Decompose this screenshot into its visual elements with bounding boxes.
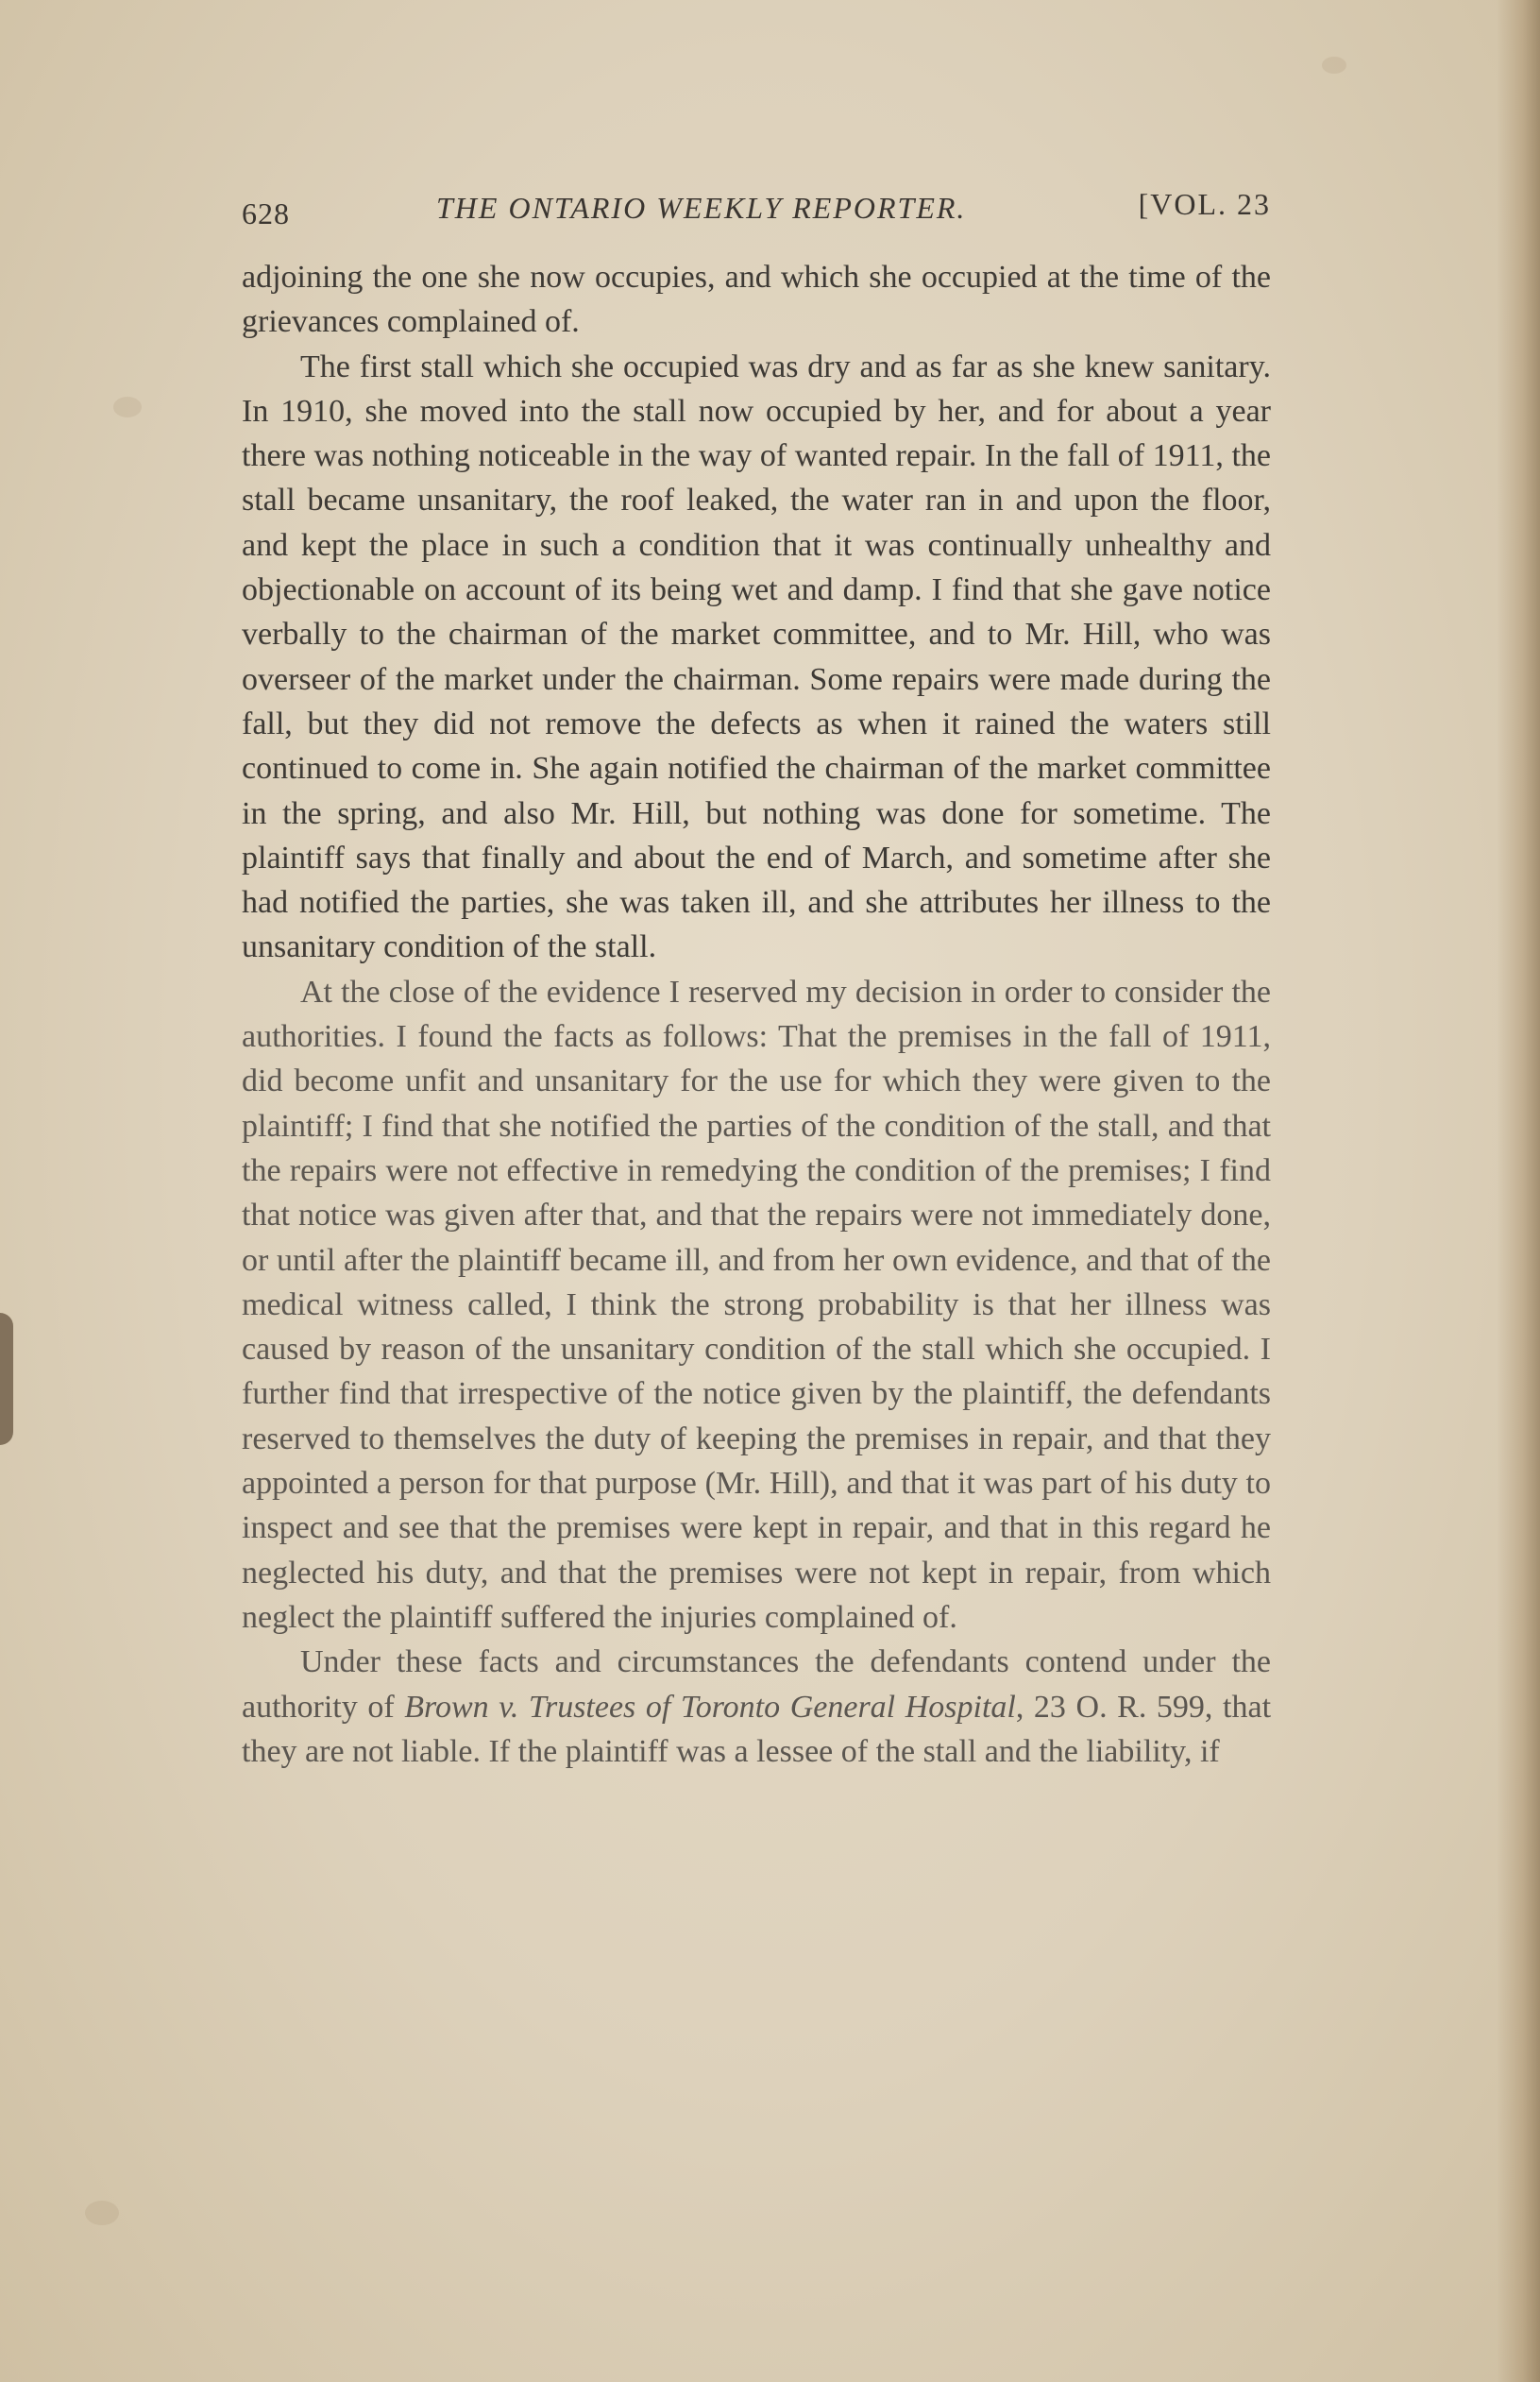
paragraph-text-before: Under these facts and circumstances the defendants contend under the authority of — [242, 1644, 1271, 1725]
paragraph-first-stall: The first stall which she occupied was dry and as far as she knew sanitary. In 1910, she moved into the stall now occupied by her, and for about a year there was nothing noticeable in the way of wanted repair. In the fall of 1911, the stall became unsanitary, the roof leaked, the water ran in and upon the floor, and kept the place in such a condition that it was continually unhealthy and objectionable on account of its being wet and damp. I find that she gave notice verbally to the chairman of the market committee, and to Mr. Hill, who was overseer of the market under the chairman. Some repairs were made during the fall, but they did not remove the defects as when it rained the waters still continued to come in. She again notified the chairman of the market committee in the spring, and also Mr. Hill, but nothing was done for sometime. The plaintiff says that finally and about the end of March, and sometime after she had notified the parties, she was taken ill, and she attributes her illness to the unsanitary condition of the stall. — [242, 349, 1271, 965]
paragraph-findings: At the close of the evidence I reserved my decision in order to consider the authorities. I found the facts as follows: That the premises in the fall of 1911, did become unfit and unsanitary for the use for which they were given to the plaintiff; I find that she notified the parties of the condition of the stall, and that the repairs were not effective in remedying the condition of the premises; I find that notice was given after that, and that the repairs were not immediately done, or until after the plaintiff became ill, and from her own evidence, and that of the medical witness called, I think the strong probability is that her illness was caused by reason of the unsanitary condition of the stall which she occupied. I further find that irrespective of the notice given by the plaintiff, the defendants reserved to themselves the duty of keeping the premises in repair, and that they appointed a person for that purpose (Mr. Hill), and that it was part of his duty to inspect and see that the premises were kept in repair, and that in this regard he neglected his duty, and that the premises were not kept in repair, from which neglect the plaintiff suffered the injuries complained of. — [242, 974, 1271, 1635]
volume-label: [VOL. 23 — [1138, 187, 1271, 221]
paper-stain — [113, 397, 142, 417]
binding-shadow — [0, 1313, 13, 1445]
page-edge — [1497, 0, 1540, 2382]
body-text — [242, 255, 1271, 1774]
paragraph-continuation: adjoining the one she now occupies, and which she occupied at the time of the grievances complained of. — [242, 260, 1271, 340]
running-title: THE ONTARIO WEEKLY REPORTER. — [436, 191, 967, 225]
paragraph-defendants-contention — [242, 1640, 1271, 1774]
running-header — [242, 185, 1271, 242]
paper-stain — [1322, 57, 1346, 74]
page-number: 628 — [242, 196, 290, 230]
case-citation: Brown v. Trustees of Toronto General Hospital — [404, 1689, 1016, 1725]
paragraph-text-after: , 23 O. R. 599, that they are not liable. If the plaintiff was a lessee of the stall and the liability, if — [242, 1689, 1272, 1769]
paper-stain — [85, 2201, 119, 2225]
